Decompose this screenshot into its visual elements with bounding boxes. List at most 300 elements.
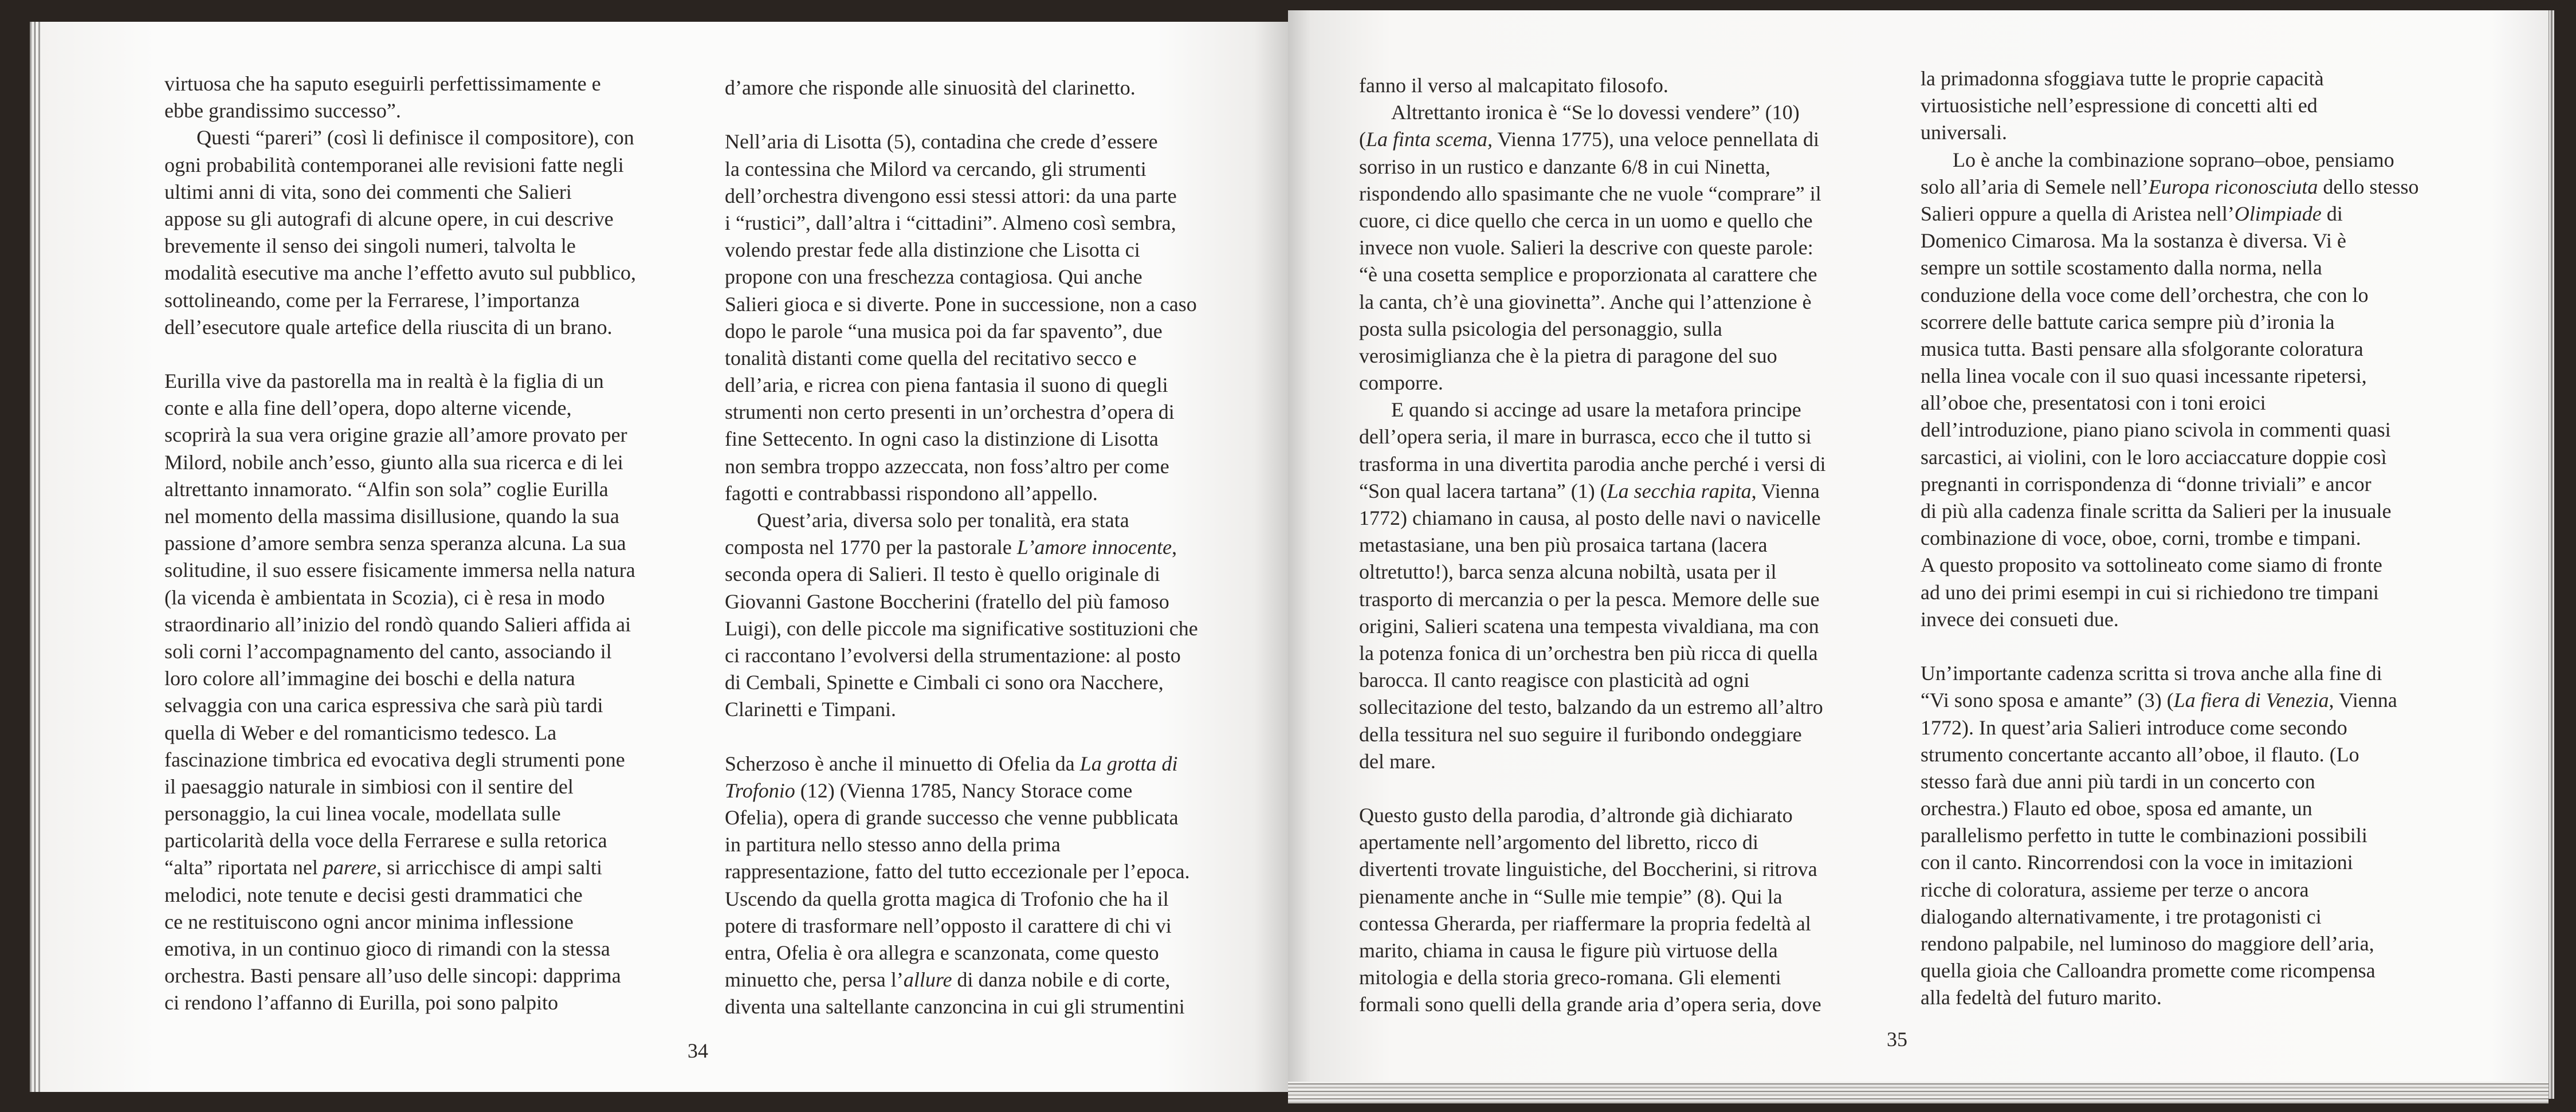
text-line (164, 422, 636, 449)
text-line (1921, 606, 2419, 633)
text-segment: trasporto di mercanzia o per la pesca. Memore delle sue (1359, 587, 1820, 611)
text-segment: marito, chiama in causa le figure più virtuose della (1359, 939, 1778, 962)
text-segment: melodici, note tenute e decisi gesti drammatici che (164, 883, 583, 906)
text-line (1359, 748, 1826, 775)
text-line (164, 936, 636, 962)
text-line (164, 530, 636, 557)
text-segment: apertamente nell’argomento del libretto, ricco di (1359, 831, 1759, 854)
italic-title: Olimpiade (2234, 202, 2322, 225)
text-line (1921, 822, 2419, 849)
text-segment: Questo gusto della parodia, d’altronde già dichiarato (1359, 804, 1793, 827)
text-line (1359, 99, 1826, 126)
text-segment: dell’opera seria, il mare in burrasca, ecco che il tutto si (1359, 425, 1812, 449)
text-line (1921, 903, 2419, 930)
text-segment: dell’orchestra divengono essi stessi attori: da una parte (725, 184, 1177, 207)
text-line (1359, 640, 1826, 667)
text-line (1921, 309, 2419, 336)
text-line (164, 449, 636, 476)
text-segment: combinazione di voce, oboe, corni, trombe e timpani. (1921, 526, 2361, 550)
text-segment: Salieri oppure a quella di Aristea nell’ (1921, 202, 2235, 225)
text-segment: mitologia e della storia greco-romana. Gli elementi (1359, 966, 1781, 989)
text-segment: Eurilla vive da pastorella ma in realtà è la figlia di un (164, 370, 604, 393)
italic-title: La grotta di (1079, 752, 1178, 775)
text-line (164, 287, 636, 314)
text-line (1359, 883, 1826, 910)
text-segment: non sembra troppo azzeccata, non foss’altro per come (725, 454, 1169, 478)
text-line (725, 291, 1198, 318)
italic-title: L’amore innocente (1016, 536, 1172, 559)
text-line (164, 746, 636, 773)
text-line (1921, 282, 2419, 309)
text-segment: particolarità della voce della Ferrarese e sulla retorica (164, 829, 607, 852)
text-line (1359, 423, 1826, 450)
text-segment: strumento concertante accanto all’oboe, il flauto. (Lo (1921, 742, 2359, 766)
text-segment: il paesaggio naturale in simbiosi con il sentire del (164, 775, 574, 798)
text-segment: Questi “pareri” (così li definisce il compositore), con (197, 126, 634, 150)
text-segment: nel momento della massima disillusione, quando la sua (164, 505, 619, 528)
text-segment: metastasiane, una ben più prosaica tartana (lacera (1359, 533, 1768, 557)
text-line (164, 395, 636, 422)
italic-title: La secchia rapita (1607, 479, 1752, 502)
text-line (725, 318, 1198, 345)
text-segment: oltretutto!), barca senza alcuna nobiltà, usata per il (1359, 560, 1777, 584)
text-segment: Luigi), con delle piccole ma significative sostituzioni che (725, 616, 1198, 640)
text-segment: (la vicenda è ambientata in Scozia), ci è resa in modo (164, 586, 605, 609)
text-segment: passione d’amore sembra senza speranza alcuna. La sua (164, 532, 626, 555)
text-line (725, 831, 1198, 858)
text-segment: Salieri gioca e si diverte. Pone in successione, non a caso (725, 292, 1197, 316)
paragraph-break (1921, 633, 2419, 660)
text-line (164, 70, 636, 97)
text-segment: rappresentazione, fatto del tutto eccezionale per l’epoca. (725, 860, 1190, 883)
text-line (725, 74, 1198, 101)
text-segment: posta sulla psicologia del personaggio, sulla (1359, 317, 1722, 340)
text-segment: parallelismo perfetto in tutte le combinazioni possibili (1921, 824, 2367, 847)
italic-title: La fiera di Venezia (2173, 689, 2329, 712)
text-line (164, 584, 636, 611)
text-segment: ce ne restituiscono ogni ancor minima inflessione (164, 910, 574, 933)
text-segment: rendono palpabile, nel luminoso do maggiore dell’aria, (1921, 932, 2374, 955)
text-segment: dell’esecutore quale artefice della riuscita di un brano. (164, 315, 612, 339)
text-column-4 (1921, 65, 2419, 1012)
text-segment: Clarinetti e Timpani. (725, 698, 897, 721)
text-segment: la potenza fonica di un’orchestra ben più ricca di quella (1359, 641, 1818, 665)
text-segment: minuetto che, persa l’ (725, 968, 904, 992)
text-line (1921, 498, 2419, 525)
text-segment: dell’introduzione, piano piano scivola in commenti quasi (1921, 418, 2391, 442)
text-segment: , Vienna (1751, 479, 1820, 502)
text-segment: contessa Gherarda, per riaffermare la propria fedeltà al (1359, 911, 1811, 935)
text-segment: Giovanni Gastone Boccherini (fratello del più famoso (725, 590, 1169, 613)
text-line (164, 989, 636, 1016)
text-segment: d’amore che risponde alle sinuosità del clarinetto. (725, 76, 1136, 99)
text-line (1359, 154, 1826, 180)
paragraph-break (725, 724, 1198, 750)
text-line (1359, 72, 1826, 99)
text-segment: dialogando alternativamente, i tre protagonisti ci (1921, 905, 2322, 928)
text-segment: strumenti non certo presenti in un’orchestra d’opera di (725, 400, 1175, 424)
text-segment: Nell’aria di Lisotta (5), contadina che crede d’essere (725, 130, 1158, 154)
text-segment: fascinazione timbrica ed evocativa degli strumenti pone (164, 748, 625, 771)
text-line (725, 210, 1198, 237)
text-segment: orchestra. Basti pensare all’uso delle sincopi: dapprima (164, 964, 621, 988)
text-segment: invece non vuole. Salieri la descrive con queste parole: (1359, 236, 1813, 260)
text-line (1359, 559, 1826, 586)
text-segment: di (2321, 202, 2343, 225)
text-segment: Uscendo da quella grotta magica di Trofonio che ha il (725, 887, 1169, 910)
text-line (725, 669, 1198, 696)
text-segment: diventa una saltellante canzoncina in cui gli strumentini (725, 995, 1185, 1019)
page-number-right: 35 (1887, 1028, 1907, 1051)
text-line (1921, 471, 2419, 498)
text-segment: sorriso in un rustico e danzante 6/8 in cui Ninetta, (1359, 155, 1770, 178)
text-line (1921, 957, 2419, 984)
text-segment: “Son qual lacera tartana” (1) ( (1359, 479, 1607, 502)
text-line (725, 264, 1198, 290)
text-segment: la contessina che Milord va cercando, gli strumenti (725, 157, 1146, 180)
text-column-1 (164, 70, 636, 1017)
text-segment: loro colore all’immagine dei boschi e della natura (164, 667, 575, 690)
text-line (164, 773, 636, 800)
text-segment: solitudine, il suo essere fisicamente immersa nella natura (164, 559, 635, 582)
text-segment: della tessitura nel suo seguire il furibondo ondeggiare (1359, 722, 1802, 746)
text-line (164, 800, 636, 827)
text-line (725, 696, 1198, 723)
text-segment: stesso farà due anni più tardi in un concerto con (1921, 769, 2315, 793)
text-line (1921, 525, 2419, 552)
text-segment: Milord, nobile anch’esso, giunto alla sua ricerca e di lei (164, 450, 623, 474)
text-line (1921, 65, 2419, 92)
text-line (1921, 579, 2419, 606)
text-segment: entra, Ofelia è ora allegra e scanzonata, come questo (725, 941, 1159, 964)
text-segment: virtuosistiche nell’espressione di concetti alti ed (1921, 94, 2318, 117)
text-line (164, 179, 636, 206)
text-segment: formali sono quelli della grande aria d’opera seria, dove (1359, 993, 1821, 1016)
text-line (725, 966, 1198, 993)
text-line (164, 827, 636, 854)
italic-title: Europa riconosciuta (2148, 175, 2318, 198)
text-line (1359, 829, 1826, 856)
text-segment: dell’aria, e ricrea con piena fantasia il suono di quegli (725, 374, 1168, 397)
text-segment: con il canto. Rincorrendosi con la voce in imitazioni (1921, 851, 2353, 874)
text-line (725, 507, 1198, 534)
text-line (164, 314, 636, 341)
text-segment: i “rustici”, dall’altra i “cittadini”. Almeno così sembra, (725, 211, 1176, 234)
text-line (1359, 370, 1826, 396)
text-segment: ci rendono l’affanno di Eurilla, poi sono palpito (164, 991, 559, 1015)
text-line (1359, 991, 1826, 1018)
text-segment: Lo è anche la combinazione soprano–oboe, pensiamo (1953, 148, 2394, 171)
text-line (1921, 254, 2419, 281)
text-line (164, 882, 636, 909)
text-segment: ci raccontano l’evolversi della strumentazione: al posto (725, 643, 1181, 667)
text-line (725, 913, 1198, 940)
text-line (1921, 416, 2419, 443)
text-segment: ebbe grandissimo successo”. (164, 99, 401, 123)
text-line (1359, 451, 1826, 478)
text-segment: di danza nobile e di corte, (952, 968, 1171, 992)
text-segment: universali. (1921, 121, 2007, 144)
text-segment: modalità esecutive ma anche l’effetto avuto sul pubblico, (164, 261, 637, 285)
text-line (164, 260, 636, 286)
text-segment: , (1172, 536, 1177, 559)
text-segment: nella linea vocale con il suo quasi incessante ripetersi, (1921, 364, 2367, 388)
text-line (1921, 849, 2419, 876)
text-segment: orchestra.) Flauto ed oboe, sposa ed amante, un (1921, 797, 2312, 820)
text-line (1921, 174, 2419, 201)
text-segment: alla fedeltà del futuro marito. (1921, 986, 2162, 1009)
italic-title: La finta scema, (1366, 128, 1493, 151)
text-line (1921, 687, 2419, 714)
text-segment: ricche di coloratura, assieme per terze o ancora (1921, 878, 2309, 901)
text-line (164, 665, 636, 692)
text-segment: conte e alla fine dell’opera, dopo alterne vicende, (164, 396, 572, 420)
text-segment: comporre. (1359, 371, 1443, 395)
text-line (1359, 964, 1826, 991)
text-line (164, 720, 636, 746)
text-segment: fagotti e contrabbassi rispondono all’appello. (725, 481, 1098, 505)
text-segment: ultimi anni di vita, sono dei commenti che Salieri (164, 180, 572, 203)
italic-title: Trofonio (725, 779, 795, 802)
text-segment: 1772) chiamano in causa, al posto delle navi o navicelle (1359, 506, 1821, 529)
text-segment: E quando si accinge ad usare la metafora principe (1391, 398, 1801, 422)
text-line (1359, 343, 1826, 370)
text-line (1359, 613, 1826, 640)
text-line (725, 156, 1198, 183)
text-line (725, 480, 1198, 507)
text-line (725, 615, 1198, 642)
text-column-2 (725, 74, 1198, 1021)
text-line (1359, 234, 1826, 261)
text-segment: di più alla cadenza finale scritta da Salieri per la inusuale (1921, 500, 2392, 522)
text-segment: dopo le parole “una musica poi da far spavento”, due (725, 319, 1163, 343)
text-line (1921, 795, 2419, 822)
text-segment: altrettanto innamorato. “Alfin son sola” coglie Eurilla (164, 477, 608, 501)
text-segment: barocca. Il canto reagisce con plasticità ad ogni (1359, 669, 1750, 692)
paragraph-break (725, 101, 1198, 128)
text-line (725, 561, 1198, 588)
text-segment: Un’importante cadenza scritta si trova anche alla fine di (1921, 662, 2382, 685)
text-segment: conduzione della voce come dell’orchestra, che con lo (1921, 283, 2369, 307)
text-segment: volendo prestar fede alla distinzione che Lisotta ci (725, 238, 1140, 262)
text-segment: Scherzoso è anche il minuetto di Ofelia da (725, 752, 1080, 775)
text-segment: virtuosa che ha saputo eseguirli perfettissimamente e (164, 72, 601, 95)
text-segment: Altrettanto ironica è “Se lo dovessi vendere” (10) (1391, 101, 1800, 124)
text-segment: fanno il verso al malcapitato filosofo. (1359, 74, 1668, 97)
page-edges-bottom (1288, 1079, 2548, 1103)
text-line (725, 534, 1198, 561)
text-line (1921, 390, 2419, 416)
text-segment: rispondendo allo spasimante che ne vuole “comprare” il (1359, 182, 1821, 205)
text-segment: pienamente anche in “Sulle mie tempie” (8). Qui la (1359, 885, 1782, 908)
text-line (725, 886, 1198, 913)
left-page (40, 22, 1288, 1092)
text-segment: ad uno dei primi esempi in cui si richiedono tre timpani (1921, 580, 2379, 604)
text-line (1921, 119, 2419, 146)
text-segment: origini, Salieri scatena una tempesta vivaldiana, ma con (1359, 614, 1819, 638)
text-line (1359, 316, 1826, 343)
text-line (725, 804, 1198, 831)
text-segment: fine Settecento. In ogni caso la distinzione di Lisotta (725, 427, 1159, 451)
text-line (1921, 930, 2419, 957)
text-line (725, 858, 1198, 885)
text-line (1921, 552, 2419, 579)
text-segment: propone con una freschezza contagiosa. Qui anche (725, 265, 1142, 289)
text-line (164, 638, 636, 665)
text-segment: potere di trasformare nell’opposto il carattere di chi vi (725, 914, 1172, 937)
text-line (164, 962, 636, 989)
text-segment: soli corni l’accompagnamento del canto, associando il (164, 639, 612, 663)
text-line (1359, 532, 1826, 559)
text-segment: dello stesso (2318, 175, 2419, 198)
text-segment: all’oboe che, presentatosi con i toni eroici (1921, 391, 2266, 415)
text-segment: selvaggia con una carica espressiva che sarà più tardi (164, 694, 603, 717)
text-line (1921, 984, 2419, 1011)
italic-title: allure (903, 968, 952, 992)
text-line (164, 476, 636, 503)
text-line (725, 237, 1198, 264)
text-line (1921, 201, 2419, 227)
text-line (1921, 768, 2419, 795)
text-line (725, 588, 1198, 615)
paragraph-break (164, 341, 636, 368)
text-segment: Ofelia), opera di grande successo che venne pubblicata (725, 806, 1179, 830)
text-line (1359, 694, 1826, 721)
text-segment: quella gioia che Calloandra promette come ricompensa (1921, 959, 2375, 983)
text-segment: , Vienna (2328, 689, 2397, 712)
text-line (725, 453, 1198, 480)
text-line (164, 909, 636, 936)
text-line (1359, 289, 1826, 316)
text-segment: scorrere delle battute carica sempre più d’ironia la (1921, 310, 2335, 333)
text-segment: sarcastici, ai violini, con le loro acciaccature doppie così (1921, 445, 2387, 469)
text-segment: pregnanti in corrispondenza di “donne triviali” e ancor (1921, 472, 2371, 496)
text-line (725, 642, 1198, 669)
text-line (164, 97, 636, 124)
text-line (1359, 937, 1826, 964)
text-line (1359, 180, 1826, 207)
text-segment: composta nel 1770 per la pastorale (725, 536, 1017, 559)
text-segment: ( (1359, 128, 1366, 151)
text-line (725, 940, 1198, 966)
text-line (1359, 721, 1826, 748)
text-line (1921, 741, 2419, 768)
text-line (1359, 856, 1826, 883)
text-segment: di Cembali, Spinette e Cimbali ci sono ora Nacchere, (725, 671, 1164, 694)
text-column-3 (1359, 72, 1826, 1019)
text-segment: sottolineando, come per la Ferrarese, l’importanza (164, 288, 580, 312)
text-line (164, 692, 636, 719)
text-line (164, 557, 636, 584)
text-segment: , si arricchisce di ampi salti (376, 856, 603, 879)
text-line (164, 152, 636, 179)
text-segment: personaggio, la cui linea vocale, modellata sulle (164, 802, 561, 826)
text-line (1359, 505, 1826, 532)
text-segment: Vienna 1775), una veloce pennellata di (1493, 128, 1819, 151)
text-segment: Domenico Cimarosa. Ma la sostanza è diversa. Vi è (1921, 229, 2346, 253)
text-line (164, 124, 636, 151)
text-segment: quella di Weber e del romanticismo tedesco. La (164, 721, 557, 744)
text-segment: Quest’aria, diversa solo per tonalità, era stata (757, 509, 1129, 532)
text-line (164, 611, 636, 638)
text-line (1359, 207, 1826, 234)
text-line (725, 399, 1198, 426)
text-segment: scoprirà la sua vera origine grazie all’amore provato per (164, 423, 627, 447)
text-segment: verosimiglianza che è la pietra di paragone del suo (1359, 344, 1777, 367)
italic-title: parere (323, 856, 377, 879)
text-segment: ogni probabilità contemporanei alle revisioni fatte negli (164, 153, 624, 176)
text-line (1921, 877, 2419, 903)
text-line (1921, 444, 2419, 471)
text-segment: brevemente il senso dei singoli numeri, talvolta le (164, 234, 576, 258)
text-segment: del mare. (1359, 749, 1436, 773)
text-line (1359, 126, 1826, 153)
text-segment: tonalità distanti come quella del recitativo secco e (725, 346, 1137, 370)
text-segment: “alta” riportata nel (164, 856, 323, 879)
text-segment: seconda opera di Salieri. Il testo è quello originale di (725, 563, 1160, 586)
text-line (1359, 586, 1826, 613)
text-segment: appose su gli autografi di alcune opere, in cui descrive (164, 207, 614, 230)
text-line (725, 183, 1198, 210)
text-line (1921, 363, 2419, 390)
text-segment: invece dei consueti due. (1921, 607, 2119, 631)
text-segment: la canta, ch’è una giovinetta”. Anche qui l’attenzione è (1359, 290, 1812, 313)
text-line (164, 854, 636, 881)
text-segment: 1772). In quest’aria Salieri introduce come secondo (1921, 716, 2347, 739)
text-segment: straordinario all’inizio del rondò quando Salieri affida ai (164, 612, 631, 636)
text-segment: musica tutta. Basti pensare alla sfolgorante coloratura (1921, 337, 2363, 360)
text-segment: (12) (Vienna 1785, Nancy Storace come (795, 779, 1133, 802)
text-segment: cuore, ci dice quello che cerca in un uomo e quello che (1359, 209, 1813, 232)
text-segment: trasforma in una divertita parodia anche perché i versi di (1359, 452, 1826, 476)
text-line (725, 345, 1198, 372)
text-line (1359, 478, 1826, 505)
text-line (1921, 714, 2419, 741)
text-line (1359, 667, 1826, 694)
text-segment: “è una cosetta semplice e proporzionata al carattere che (1359, 263, 1817, 286)
text-segment: in partitura nello stesso anno della prima (725, 833, 1061, 856)
text-line (725, 128, 1198, 155)
text-line (1359, 910, 1826, 937)
paragraph-break (1359, 775, 1826, 802)
text-line (164, 233, 636, 260)
text-segment: solo all’aria di Semele nell’ (1921, 175, 2149, 198)
text-segment: A questo proposito va sottolineato come siamo di fronte (1921, 553, 2382, 577)
right-page (1288, 10, 2548, 1082)
text-line (164, 503, 636, 530)
text-segment: sempre un sottile scostamento dalla norma, nella (1921, 256, 2322, 280)
text-line (1921, 227, 2419, 254)
text-line (1359, 396, 1826, 423)
text-line (725, 426, 1198, 453)
text-line (1359, 261, 1826, 288)
text-line (725, 993, 1198, 1020)
text-segment: emotiva, in un continuo gioco di rimandi con la stessa (164, 937, 610, 960)
text-line (725, 372, 1198, 399)
text-line (725, 750, 1198, 777)
text-line (164, 368, 636, 395)
text-segment: “Vi sono sposa e amante” (3) ( (1921, 689, 2174, 712)
page-number-left: 34 (688, 1039, 708, 1062)
text-line (1921, 147, 2419, 174)
text-segment: la primadonna sfoggiava tutte le proprie capacità (1921, 67, 2324, 90)
text-line (1921, 660, 2419, 687)
text-line (164, 206, 636, 233)
text-segment: divertenti trovate linguistiche, del Boccherini, si ritrova (1359, 858, 1817, 881)
text-line (1359, 802, 1826, 829)
text-line (1921, 92, 2419, 119)
text-line (1921, 336, 2419, 363)
